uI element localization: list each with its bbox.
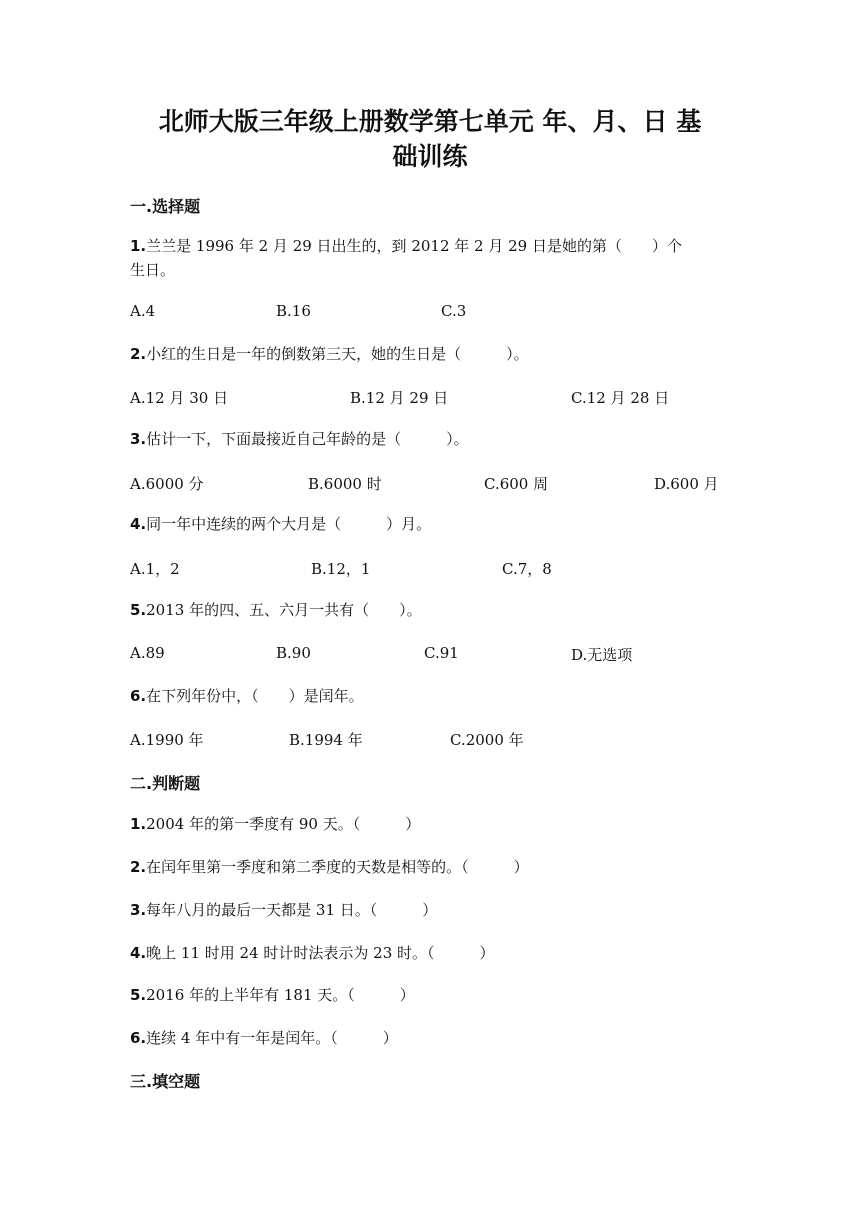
section-heading-choice: 一.选择题	[130, 197, 201, 216]
section-heading-true-false: 二.判断题	[130, 774, 201, 793]
option-c: C.7，8	[502, 560, 552, 578]
question-number: 2.	[130, 858, 147, 876]
option-d: D.无选项	[571, 646, 633, 664]
question-text: 同一年中连续的两个大月是（ ）月。	[146, 515, 432, 533]
option-c: C.91	[424, 644, 459, 662]
question-text: 估计一下，下面最接近自己年龄的是（ ）。	[146, 430, 469, 448]
tf-question-2	[130, 855, 730, 879]
question-number: 1.	[130, 237, 147, 255]
option-a: A.89	[130, 644, 165, 662]
question-5	[130, 598, 730, 622]
option-a: A.1，2	[130, 560, 180, 578]
tf-question-6	[130, 1026, 730, 1050]
question-number: 1.	[130, 815, 147, 833]
question-text: 在闰年里第一季度和第二季度的天数是相等的。（ ）	[146, 858, 529, 876]
question-text: 兰兰是 1996 年 2 月 29 日出生的，到 2012 年 2 月 29 日是她的第（ ）个	[146, 237, 682, 255]
question-number: 4.	[130, 515, 147, 533]
option-d: D.600 月	[654, 475, 719, 493]
question-text: 每年八月的最后一天都是 31 日。（ ）	[146, 901, 438, 919]
question-number: 4.	[130, 944, 147, 962]
option-b: B.12，1	[311, 560, 371, 578]
option-b: B.6000 时	[308, 475, 382, 493]
option-a: A.4	[130, 302, 156, 320]
question-text: 2004 年的第一季度有 90 天。（ ）	[146, 815, 421, 833]
question-text: 晚上 11 时用 24 时计时法表示为 23 时。（ ）	[146, 944, 495, 962]
option-a: A.6000 分	[130, 475, 204, 493]
tf-question-1	[130, 812, 730, 836]
question-text: 连续 4 年中有一年是闰年。（ ）	[146, 1029, 398, 1047]
title-line-1: 北师大版三年级上册数学第七单元 年、月、日 基	[158, 107, 702, 136]
question-2	[130, 342, 730, 366]
question-number: 6.	[130, 1029, 147, 1047]
title-line-2: 础训练	[392, 142, 468, 171]
question-number: 3.	[130, 430, 147, 448]
option-c: C.600 周	[484, 475, 549, 493]
question-number: 3.	[130, 901, 147, 919]
question-text: 2016 年的上半年有 181 天。（ ）	[146, 986, 415, 1004]
option-c: C.3	[441, 302, 467, 320]
question-text: 小红的生日是一年的倒数第三天，她的生日是（ ）。	[146, 345, 529, 363]
question-4	[130, 512, 730, 536]
question-text: 在下列年份中，（ ）是闰年。	[146, 687, 364, 705]
question-6	[130, 684, 730, 708]
question-3	[130, 427, 730, 451]
option-a: A.12 月 30 日	[130, 389, 229, 407]
option-b: B.16	[276, 302, 311, 320]
section-heading-fill-blank: 三.填空题	[130, 1072, 201, 1091]
tf-question-4	[130, 941, 730, 965]
question-1	[130, 234, 730, 258]
option-b: B.12 月 29 日	[350, 389, 449, 407]
page-title	[100, 104, 760, 174]
question-number: 5.	[130, 601, 147, 619]
question-1-continued: 生日。	[130, 261, 176, 279]
question-text: 2013 年的四、五、六月一共有（ ）。	[146, 601, 422, 619]
option-c: C.2000 年	[450, 731, 524, 749]
question-number: 6.	[130, 687, 147, 705]
tf-question-3	[130, 898, 730, 922]
question-number: 5.	[130, 986, 147, 1004]
option-a: A.1990 年	[130, 731, 204, 749]
question-number: 2.	[130, 345, 147, 363]
option-b: B.1994 年	[289, 731, 363, 749]
option-c: C.12 月 28 日	[571, 389, 670, 407]
tf-question-5	[130, 983, 730, 1007]
option-b: B.90	[276, 644, 311, 662]
